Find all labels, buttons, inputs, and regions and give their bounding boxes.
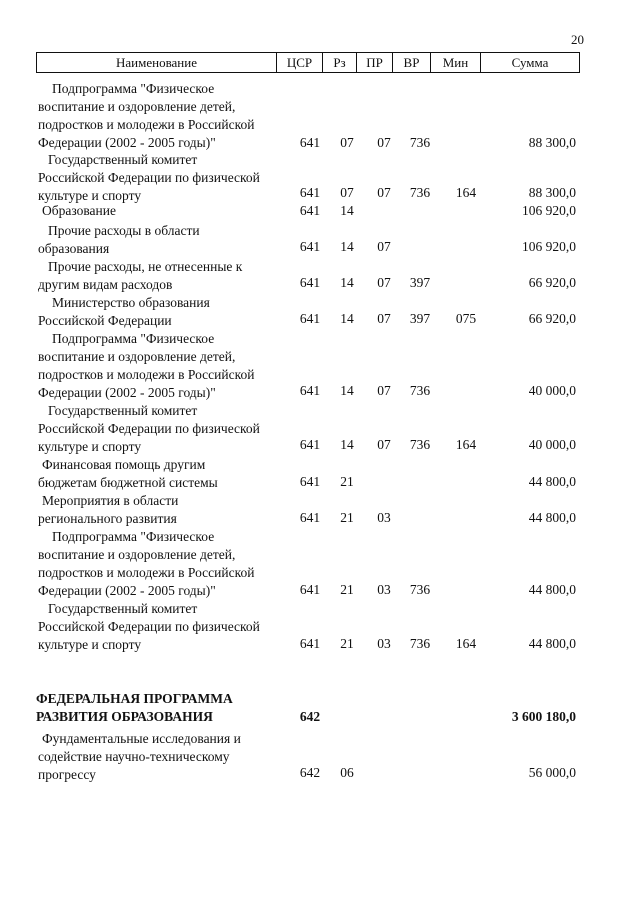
- row-vr: 736: [409, 383, 431, 398]
- row-pr: 07: [377, 135, 391, 150]
- row-rz: 21: [340, 510, 354, 525]
- row-vr: 397: [409, 275, 431, 290]
- row-name: ФЕДЕРАЛЬНАЯ ПРОГРАММА РАЗВИТИЯ ОБРАЗОВАНИЯ: [36, 691, 233, 724]
- row-csr: 641: [299, 582, 321, 597]
- header-rz: Рз: [323, 53, 357, 72]
- row-sum: 40 000,0: [528, 383, 576, 398]
- row-csr: 641: [299, 383, 321, 398]
- row-sum: 56 000,0: [528, 765, 576, 780]
- row-sum: 106 920,0: [522, 239, 576, 254]
- row-pr: 07: [377, 383, 391, 398]
- header-vr: ВР: [393, 53, 431, 72]
- row-name: Подпрограмма "Физическое воспитание и оздоровление детей, подростков и молодежи в Российской Федерации (2002 - 2005 годы)": [38, 81, 255, 150]
- row-rz: 06: [340, 765, 354, 780]
- row-csr: 641: [299, 203, 321, 218]
- row-csr: 641: [299, 437, 321, 452]
- row-rz: 14: [340, 383, 354, 398]
- row-pr: 07: [377, 239, 391, 254]
- row-csr: 641: [299, 185, 321, 200]
- row-name: Подпрограмма "Физическое воспитание и оздоровление детей, подростков и молодежи в Российской Федерации (2002 - 2005 годы)": [38, 529, 255, 598]
- row-sum: 44 800,0: [528, 510, 576, 525]
- row-vr: 736: [409, 636, 431, 651]
- row-csr: 641: [299, 135, 321, 150]
- row-vr: 736: [409, 582, 431, 597]
- row-rz: 14: [340, 311, 354, 326]
- row-name: Прочие расходы в области образования: [38, 223, 200, 256]
- page-number: 20: [571, 32, 584, 47]
- row-name: Государственный комитет Российской Федерации по физической культуре и спорту: [38, 152, 260, 203]
- row-rz: 14: [340, 437, 354, 452]
- row-pr: 07: [377, 185, 391, 200]
- row-sum: 44 800,0: [528, 582, 576, 597]
- row-sum: 88 300,0: [528, 135, 576, 150]
- row-min: 075: [455, 311, 477, 326]
- row-rz: 14: [340, 203, 354, 218]
- row-name: Финансовая помощь другим бюджетам бюджетной системы: [38, 457, 218, 490]
- row-vr: 397: [409, 311, 431, 326]
- row-sum: 3 600 180,0: [511, 709, 576, 724]
- row-rz: 14: [340, 239, 354, 254]
- row-sum: 66 920,0: [528, 275, 576, 290]
- row-pr: 07: [377, 275, 391, 290]
- row-pr: 03: [377, 510, 391, 525]
- row-rz: 21: [340, 582, 354, 597]
- row-name: Подпрограмма "Физическое воспитание и оздоровление детей, подростков и молодежи в Российской Федерации (2002 - 2005 годы)": [38, 331, 255, 400]
- row-rz: 07: [340, 185, 354, 200]
- row-sum: 88 300,0: [528, 185, 576, 200]
- table-header: [36, 52, 580, 73]
- row-name: Образование: [42, 203, 116, 218]
- header-min: Мин: [431, 53, 481, 72]
- row-csr: 641: [299, 275, 321, 290]
- row-rz: 21: [340, 636, 354, 651]
- row-pr: 07: [377, 437, 391, 452]
- row-rz: 14: [340, 275, 354, 290]
- row-name: Мероприятия в области регионального развития: [38, 493, 179, 526]
- row-sum: 44 800,0: [528, 636, 576, 651]
- row-sum: 106 920,0: [522, 203, 576, 218]
- row-rz: 07: [340, 135, 354, 150]
- row-pr: 07: [377, 311, 391, 326]
- row-name: Министерство образования Российской Федерации: [38, 295, 210, 328]
- header-pr: ПР: [357, 53, 393, 72]
- row-vr: 736: [409, 135, 431, 150]
- header-csr: ЦСР: [277, 53, 323, 72]
- row-pr: 03: [377, 636, 391, 651]
- row-min: 164: [455, 185, 477, 200]
- row-csr: 641: [299, 239, 321, 254]
- row-pr: 03: [377, 582, 391, 597]
- row-csr: 642: [299, 709, 321, 724]
- row-vr: 736: [409, 185, 431, 200]
- row-csr: 641: [299, 311, 321, 326]
- row-csr: 641: [299, 636, 321, 651]
- row-csr: 641: [299, 474, 321, 489]
- row-csr: 642: [299, 765, 321, 780]
- row-sum: 66 920,0: [528, 311, 576, 326]
- row-name: Государственный комитет Российской Федерации по физической культуре и спорту: [38, 601, 260, 652]
- row-sum: 44 800,0: [528, 474, 576, 489]
- row-csr: 641: [299, 510, 321, 525]
- row-name: Фундаментальные исследования и содействие научно-техническому прогрессу: [38, 731, 241, 782]
- header-sum: Сумма: [511, 55, 549, 70]
- row-min: 164: [455, 437, 477, 452]
- header-name: Наименование: [37, 53, 277, 72]
- row-rz: 21: [340, 474, 354, 489]
- row-name: Прочие расходы, не отнесенные к другим видам расходов: [38, 259, 243, 292]
- row-name: Государственный комитет Российской Федерации по физической культуре и спорту: [38, 403, 260, 454]
- row-vr: 736: [409, 437, 431, 452]
- row-sum: 40 000,0: [528, 437, 576, 452]
- row-min: 164: [455, 636, 477, 651]
